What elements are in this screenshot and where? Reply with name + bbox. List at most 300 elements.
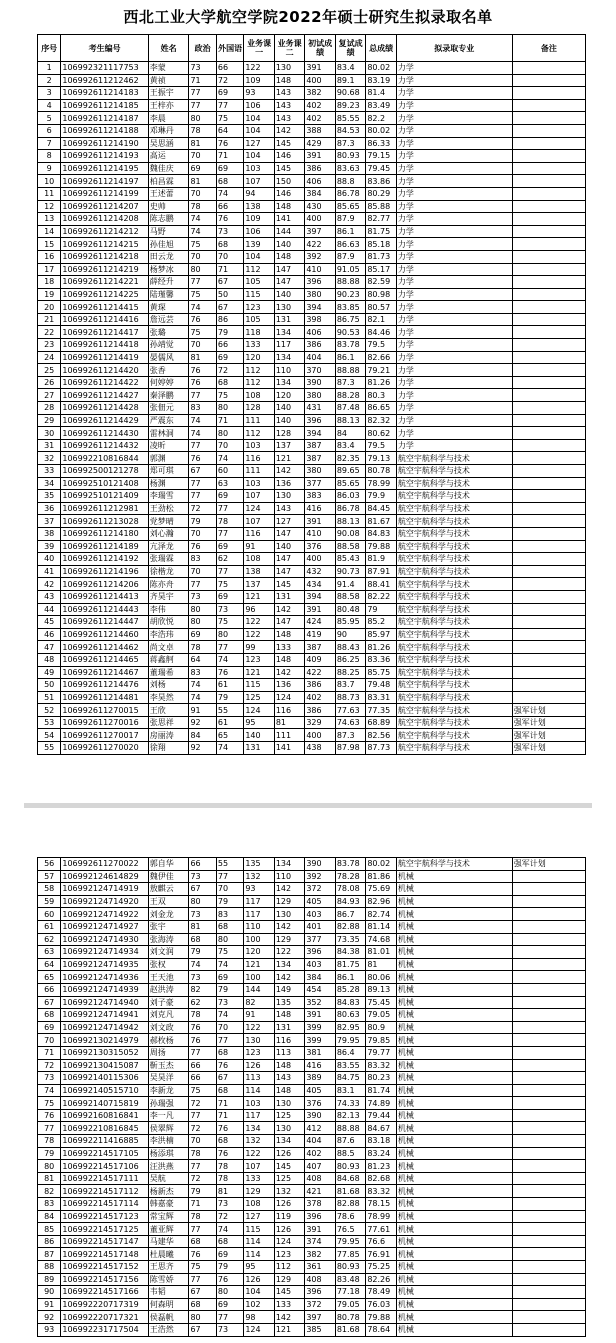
cell-retest-score: 80.93 (335, 1160, 366, 1173)
cell-subject-2: 143 (274, 112, 305, 125)
cell-name: 张思祥 (148, 716, 189, 729)
cell-foreign-language: 62 (216, 553, 243, 566)
cell-index: 36 (38, 502, 61, 515)
cell-major: 机械 (396, 946, 512, 959)
cell-index: 42 (38, 578, 61, 591)
table-row (38, 908, 586, 921)
cell-candidate-id: 106992611214207 (61, 200, 148, 213)
cell-major: 航空宇航科学与技术 (396, 641, 512, 654)
cell-foreign-language: 67 (216, 1072, 243, 1085)
cell-subject-1: 107 (244, 175, 275, 188)
table-row (38, 1046, 586, 1059)
cell-retest-score: 86.4 (335, 1046, 366, 1059)
cell-index: 79 (38, 1147, 61, 1160)
cell-index: 58 (38, 883, 61, 896)
header-initial-score: 初试成绩 (305, 35, 336, 62)
cell-politics: 77 (189, 1046, 216, 1059)
cell-remarks (512, 112, 585, 125)
cell-foreign-language: 77 (216, 502, 243, 515)
cell-candidate-id: 106992214517112 (61, 1185, 148, 1198)
cell-index: 38 (38, 527, 61, 540)
cell-index: 41 (38, 565, 61, 578)
table-row (38, 729, 586, 742)
cell-politics: 69 (189, 628, 216, 641)
cell-retest-score: 81.68 (335, 1323, 366, 1336)
cell-retest-score: 74.33 (335, 1097, 366, 1110)
cell-name: 刘克凡 (148, 1009, 189, 1022)
cell-subject-2: 142 (274, 603, 305, 616)
cell-retest-score: 90.73 (335, 565, 366, 578)
cell-candidate-id: 106992611214215 (61, 238, 148, 251)
cell-initial-score: 389 (305, 1072, 336, 1085)
cell-major: 机械 (396, 933, 512, 946)
cell-politics: 75 (189, 288, 216, 301)
cell-subject-2: 147 (274, 616, 305, 629)
cell-subject-2: 141 (274, 742, 305, 755)
cell-subject-1: 140 (244, 729, 275, 742)
table-row (38, 1298, 586, 1311)
cell-foreign-language: 68 (216, 238, 243, 251)
cell-subject-1: 115 (244, 288, 275, 301)
cell-total-score: 81.74 (366, 1084, 397, 1097)
cell-politics: 76 (189, 376, 216, 389)
table-row (38, 339, 586, 352)
cell-politics: 81 (189, 137, 216, 150)
table-row (38, 351, 586, 364)
cell-subject-1: 120 (244, 351, 275, 364)
cell-subject-1: 139 (244, 238, 275, 251)
cell-major: 力学 (396, 288, 512, 301)
cell-subject-2: 143 (274, 1072, 305, 1085)
cell-subject-2: 129 (274, 933, 305, 946)
cell-name: 黄祯 (148, 74, 189, 87)
cell-subject-2: 142 (274, 971, 305, 984)
cell-total-score: 86.33 (366, 137, 397, 150)
cell-subject-1: 104 (244, 250, 275, 263)
cell-major: 机械 (396, 958, 512, 971)
cell-remarks (512, 603, 585, 616)
cell-subject-1: 100 (244, 971, 275, 984)
cell-subject-2: 125 (274, 1109, 305, 1122)
cell-foreign-language: 69 (216, 351, 243, 364)
cell-initial-score: 387 (305, 641, 336, 654)
cell-initial-score: 402 (305, 1147, 336, 1160)
cell-total-score: 82.59 (366, 276, 397, 289)
cell-subject-1: 124 (244, 1323, 275, 1336)
cell-subject-2: 148 (274, 200, 305, 213)
cell-candidate-id: 106992124714920 (61, 895, 148, 908)
table-row (38, 427, 586, 440)
cell-foreign-language: 70 (216, 439, 243, 452)
cell-politics: 75 (189, 1084, 216, 1097)
cell-name: 韦韬 (148, 1286, 189, 1299)
cell-politics: 76 (189, 1248, 216, 1261)
cell-candidate-id: 106992611214187 (61, 112, 148, 125)
table-row (38, 1097, 586, 1110)
table-row (38, 858, 586, 871)
cell-remarks (512, 616, 585, 629)
table-row (38, 187, 586, 200)
cell-total-score: 82.66 (366, 351, 397, 364)
cell-remarks (512, 1286, 585, 1299)
cell-subject-1: 118 (244, 326, 275, 339)
table-row (38, 1198, 586, 1211)
cell-foreign-language: 66 (216, 62, 243, 75)
cell-name: 孙靖觉 (148, 339, 189, 352)
cell-retest-score: 89.1 (335, 74, 366, 87)
cell-subject-1: 114 (244, 1235, 275, 1248)
cell-candidate-id: 106992140515710 (61, 1084, 148, 1097)
cell-name: 李一凡 (148, 1109, 189, 1122)
cell-total-score: 79.05 (366, 1009, 397, 1022)
cell-subject-2: 110 (274, 870, 305, 883)
cell-candidate-id: 106992220717321 (61, 1311, 148, 1324)
cell-total-score: 84.46 (366, 326, 397, 339)
cell-subject-1: 109 (244, 213, 275, 226)
cell-politics: 76 (189, 452, 216, 465)
cell-remarks (512, 74, 585, 87)
cell-name: 董亚辉 (148, 1223, 189, 1236)
cell-foreign-language: 69 (216, 1298, 243, 1311)
cell-name: 李洪楠 (148, 1135, 189, 1148)
cell-politics: 73 (189, 870, 216, 883)
cell-subject-2: 134 (274, 958, 305, 971)
cell-retest-score: 87.6 (335, 1135, 366, 1148)
cell-subject-1: 121 (244, 958, 275, 971)
cell-major: 机械 (396, 983, 512, 996)
cell-initial-score: 391 (305, 1223, 336, 1236)
cell-politics: 78 (189, 641, 216, 654)
cell-total-score: 83.86 (366, 175, 397, 188)
cell-retest-score: 91.05 (335, 263, 366, 276)
cell-remarks (512, 87, 585, 100)
cell-initial-score: 412 (305, 1122, 336, 1135)
cell-name: 侯翠辉 (148, 1122, 189, 1135)
cell-subject-1: 120 (244, 946, 275, 959)
cell-foreign-language: 68 (216, 175, 243, 188)
cell-name: 周扬 (148, 1046, 189, 1059)
cell-politics: 77 (189, 276, 216, 289)
table-row (38, 87, 586, 100)
cell-total-score: 83.36 (366, 653, 397, 666)
cell-remarks (512, 958, 585, 971)
cell-foreign-language: 80 (216, 427, 243, 440)
cell-subject-2: 124 (274, 691, 305, 704)
cell-total-score: 79.77 (366, 1046, 397, 1059)
cell-foreign-language: 72 (216, 364, 243, 377)
cell-initial-score: 376 (305, 1097, 336, 1110)
cell-major: 力学 (396, 351, 512, 364)
cell-subject-1: 122 (244, 1147, 275, 1160)
cell-name: 薛经升 (148, 276, 189, 289)
cell-politics: 82 (189, 983, 216, 996)
cell-index: 25 (38, 364, 61, 377)
cell-index: 17 (38, 263, 61, 276)
cell-retest-score: 84.93 (335, 895, 366, 908)
cell-index: 34 (38, 477, 61, 490)
cell-retest-score: 85.55 (335, 112, 366, 125)
table-row (38, 200, 586, 213)
cell-remarks: 强军计划 (512, 729, 585, 742)
cell-subject-2: 140 (274, 540, 305, 553)
cell-total-score: 82.96 (366, 895, 397, 908)
cell-total-score: 81.4 (366, 87, 397, 100)
cell-retest-score: 80.93 (335, 150, 366, 163)
cell-name: 詹远芸 (148, 313, 189, 326)
cell-initial-score: 401 (305, 920, 336, 933)
cell-index: 8 (38, 150, 61, 163)
cell-politics: 70 (189, 250, 216, 263)
cell-total-score: 83.19 (366, 74, 397, 87)
cell-total-score: 83.32 (366, 1185, 397, 1198)
cell-subject-1: 107 (244, 515, 275, 528)
cell-candidate-id: 106992210816844 (61, 452, 148, 465)
cell-initial-score: 432 (305, 565, 336, 578)
cell-retest-score: 86.03 (335, 490, 366, 503)
cell-foreign-language: 61 (216, 679, 243, 692)
cell-total-score: 83.32 (366, 1059, 397, 1072)
cell-foreign-language: 65 (216, 729, 243, 742)
cell-subject-1: 94 (244, 187, 275, 200)
cell-foreign-language: 75 (216, 616, 243, 629)
cell-index: 23 (38, 339, 61, 352)
cell-total-score: 82.22 (366, 590, 397, 603)
cell-major: 机械 (396, 1135, 512, 1148)
cell-initial-score: 402 (305, 99, 336, 112)
cell-initial-score: 372 (305, 883, 336, 896)
cell-index: 14 (38, 225, 61, 238)
cell-initial-score: 421 (305, 1185, 336, 1198)
cell-remarks (512, 1261, 585, 1274)
table-row (38, 112, 586, 125)
cell-politics: 67 (189, 465, 216, 478)
cell-subject-2: 120 (274, 389, 305, 402)
cell-politics: 62 (189, 996, 216, 1009)
cell-initial-score: 422 (305, 666, 336, 679)
cell-foreign-language: 64 (216, 124, 243, 137)
cell-remarks (512, 124, 585, 137)
cell-initial-score: 381 (305, 1046, 336, 1059)
cell-candidate-id: 106992611214476 (61, 679, 148, 692)
cell-major: 机械 (396, 1046, 512, 1059)
cell-name: 马建华 (148, 1235, 189, 1248)
cell-major: 力学 (396, 427, 512, 440)
cell-initial-score: 383 (305, 490, 336, 503)
cell-name: 常宝辉 (148, 1210, 189, 1223)
cell-major: 机械 (396, 1034, 512, 1047)
cell-remarks (512, 515, 585, 528)
cell-foreign-language: 74 (216, 1009, 243, 1022)
cell-total-score: 81.23 (366, 1160, 397, 1173)
cell-total-score: 78.49 (366, 1286, 397, 1299)
cell-subject-1: 116 (244, 527, 275, 540)
cell-candidate-id: 106992611214196 (61, 565, 148, 578)
cell-name: 王思齐 (148, 1261, 189, 1274)
cell-major: 航空宇航科学与技术 (396, 490, 512, 503)
table-row (38, 1059, 586, 1072)
cell-retest-score: 83.48 (335, 1273, 366, 1286)
table-row (38, 616, 586, 629)
cell-index: 82 (38, 1185, 61, 1198)
cell-foreign-language: 69 (216, 971, 243, 984)
cell-retest-score: 83.4 (335, 62, 366, 75)
cell-major: 机械 (396, 1261, 512, 1274)
cell-initial-score: 387 (305, 452, 336, 465)
cell-foreign-language: 66 (216, 339, 243, 352)
cell-major: 航空宇航科学与技术 (396, 578, 512, 591)
cell-index: 12 (38, 200, 61, 213)
cell-major: 航空宇航科学与技术 (396, 653, 512, 666)
cell-total-score: 79.9 (366, 490, 397, 503)
cell-remarks (512, 1160, 585, 1173)
cell-remarks (512, 653, 585, 666)
cell-subject-1: 137 (244, 578, 275, 591)
cell-initial-score: 380 (305, 465, 336, 478)
cell-initial-score: 398 (305, 313, 336, 326)
cell-retest-score: 87.98 (335, 742, 366, 755)
cell-subject-1: 133 (244, 339, 275, 352)
cell-subject-1: 104 (244, 1286, 275, 1299)
cell-subject-2: 131 (274, 313, 305, 326)
cell-remarks (512, 1298, 585, 1311)
cell-index: 47 (38, 641, 61, 654)
header-name: 姓名 (148, 35, 189, 62)
cell-subject-2: 148 (274, 74, 305, 87)
cell-remarks (512, 641, 585, 654)
table-row (38, 439, 586, 452)
cell-foreign-language: 68 (216, 1084, 243, 1097)
cell-subject-2: 147 (274, 565, 305, 578)
cell-remarks (512, 1235, 585, 1248)
cell-foreign-language: 77 (216, 870, 243, 883)
cell-retest-score: 90.53 (335, 326, 366, 339)
cell-name: 李伟 (148, 603, 189, 616)
cell-politics: 67 (189, 1286, 216, 1299)
cell-candidate-id: 106992510121408 (61, 477, 148, 490)
cell-remarks (512, 1109, 585, 1122)
cell-total-score: 78.99 (366, 1210, 397, 1223)
table-row (38, 527, 586, 540)
cell-politics: 77 (189, 439, 216, 452)
cell-politics: 77 (189, 477, 216, 490)
table-row (38, 870, 586, 883)
cell-major: 力学 (396, 389, 512, 402)
cell-subject-1: 82 (244, 996, 275, 1009)
cell-subject-2: 112 (274, 1261, 305, 1274)
cell-name: 王劲松 (148, 502, 189, 515)
cell-candidate-id: 106992611270015 (61, 704, 148, 717)
cell-index: 64 (38, 958, 61, 971)
cell-politics: 71 (189, 74, 216, 87)
cell-retest-score: 88.88 (335, 276, 366, 289)
cell-politics: 76 (189, 1034, 216, 1047)
cell-remarks (512, 301, 585, 314)
cell-subject-1: 98 (244, 1311, 275, 1324)
cell-major: 力学 (396, 376, 512, 389)
cell-candidate-id: 106992611214430 (61, 427, 148, 440)
cell-total-score: 74.68 (366, 933, 397, 946)
cell-name: 吴昊洋 (148, 1072, 189, 1085)
cell-subject-1: 103 (244, 439, 275, 452)
cell-subject-2: 133 (274, 641, 305, 654)
cell-index: 55 (38, 742, 61, 755)
table-row (38, 477, 586, 490)
cell-total-score: 79.5 (366, 439, 397, 452)
cell-subject-2: 147 (274, 553, 305, 566)
cell-initial-score: 402 (305, 112, 336, 125)
cell-remarks (512, 933, 585, 946)
cell-index: 32 (38, 452, 61, 465)
cell-politics: 76 (189, 313, 216, 326)
cell-candidate-id: 106992500121278 (61, 465, 148, 478)
cell-name: 王梓亦 (148, 99, 189, 112)
table-row (38, 1235, 586, 1248)
cell-initial-score: 438 (305, 742, 336, 755)
cell-candidate-id: 106992611214180 (61, 527, 148, 540)
cell-remarks (512, 213, 585, 226)
cell-candidate-id: 106992214517152 (61, 1261, 148, 1274)
cell-foreign-language: 74 (216, 653, 243, 666)
cell-retest-score: 78.08 (335, 883, 366, 896)
cell-subject-1: 93 (244, 883, 275, 896)
cell-politics: 81 (189, 175, 216, 188)
cell-subject-2: 116 (274, 704, 305, 717)
cell-name: 刘心瀚 (148, 527, 189, 540)
cell-subject-1: 117 (244, 908, 275, 921)
cell-candidate-id: 106992611214189 (61, 540, 148, 553)
table-row (38, 276, 586, 289)
cell-subject-1: 96 (244, 603, 275, 616)
cell-subject-2: 148 (274, 628, 305, 641)
cell-initial-score: 429 (305, 137, 336, 150)
cell-politics: 92 (189, 716, 216, 729)
cell-remarks (512, 414, 585, 427)
cell-name: 胡欣悦 (148, 616, 189, 629)
cell-retest-score: 85.95 (335, 616, 366, 629)
cell-foreign-language: 75 (216, 389, 243, 402)
cell-foreign-language: 79 (216, 691, 243, 704)
cell-foreign-language: 71 (216, 150, 243, 163)
cell-remarks (512, 276, 585, 289)
cell-foreign-language: 68 (216, 1135, 243, 1148)
cell-foreign-language: 77 (216, 527, 243, 540)
cell-initial-score: 391 (305, 603, 336, 616)
cell-candidate-id: 106992124714927 (61, 920, 148, 933)
table-row (38, 578, 586, 591)
cell-foreign-language: 68 (216, 376, 243, 389)
header-index: 序号 (38, 35, 61, 62)
cell-initial-score: 405 (305, 895, 336, 908)
cell-retest-score: 82.13 (335, 1109, 366, 1122)
cell-retest-score: 80.48 (335, 603, 366, 616)
cell-retest-score: 85.65 (335, 200, 366, 213)
table-row (38, 1147, 586, 1160)
cell-name: 侯磊帆 (148, 1311, 189, 1324)
table-row (38, 1021, 586, 1034)
table-row (38, 1009, 586, 1022)
cell-politics: 75 (189, 326, 216, 339)
table-row (38, 162, 586, 175)
cell-foreign-language: 73 (216, 1198, 243, 1211)
cell-total-score: 74.89 (366, 1097, 397, 1110)
cell-total-score: 79 (366, 603, 397, 616)
cell-candidate-id: 106992124614829 (61, 870, 148, 883)
cell-politics: 74 (189, 958, 216, 971)
cell-politics: 80 (189, 616, 216, 629)
cell-initial-score: 390 (305, 1109, 336, 1122)
cell-total-score: 78.99 (366, 477, 397, 490)
cell-politics: 68 (189, 1298, 216, 1311)
